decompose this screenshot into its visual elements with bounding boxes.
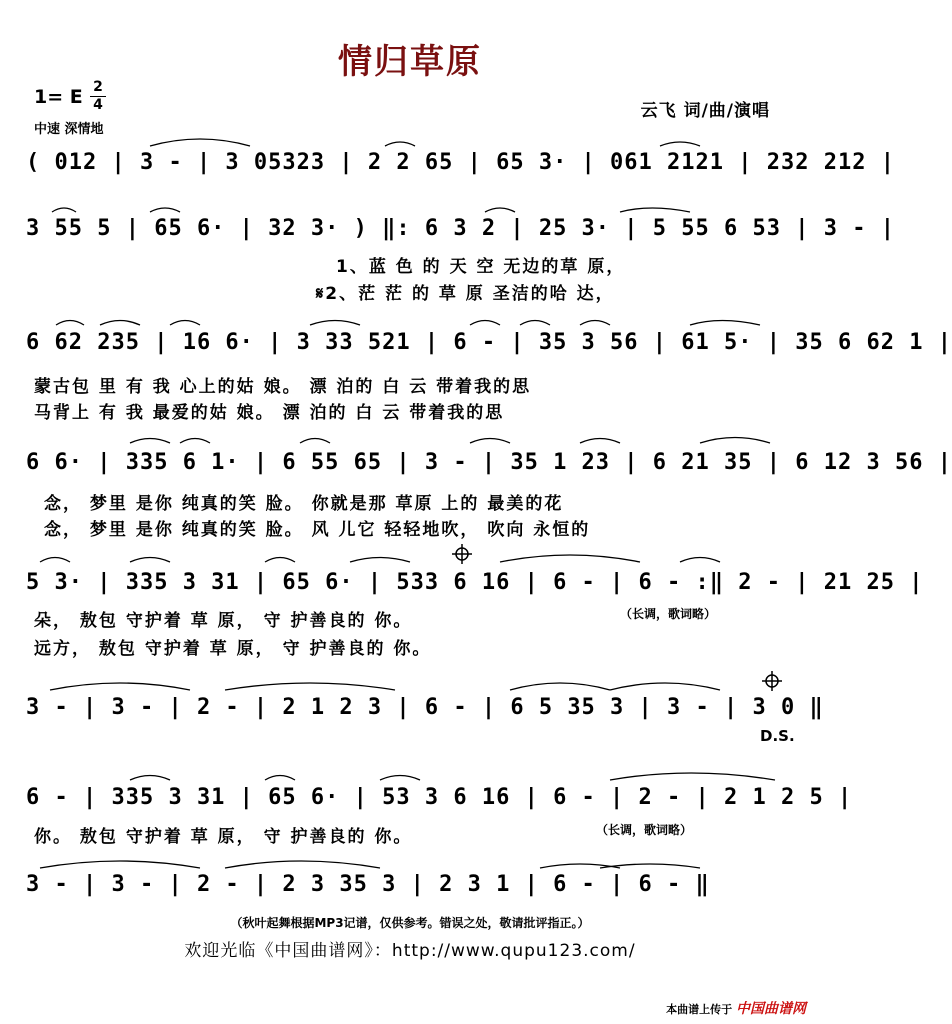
slur bbox=[310, 321, 360, 326]
slur bbox=[150, 139, 250, 146]
slur bbox=[690, 321, 760, 326]
score-row-4: 6 6· | 335 6 1· | 6 55 65 | 3 - | 35 1 23 | 6 21 35 | 6 12 3 56 | bbox=[26, 450, 952, 475]
slur bbox=[40, 861, 200, 868]
slur bbox=[660, 142, 700, 146]
lyric-verse-1b: 蒙古包 里 有 我 心上的姑 娘。 漂 泊的 白 云 带着我的思 bbox=[34, 377, 532, 397]
slur bbox=[40, 558, 70, 563]
slur bbox=[500, 555, 640, 562]
score-row-7: 6 - | 335 3 31 | 65 6· | 53 3 6 16 | 6 - | 2 - | 2 1 2 5 | bbox=[26, 785, 853, 810]
slur bbox=[50, 683, 190, 690]
coda-sign bbox=[452, 544, 782, 691]
slur bbox=[580, 321, 610, 326]
tempo-marking: 中速 深情地 bbox=[34, 122, 104, 137]
slur bbox=[130, 776, 170, 781]
score-row-5: 5 3· | 335 3 31 | 65 6· | 533 6 16 | 6 - | 6 - :‖ 2 - | 21 25 | bbox=[26, 570, 924, 595]
slur bbox=[620, 208, 690, 212]
slur bbox=[265, 776, 295, 781]
lyric-verse-2a: 𝄋2、茫 茫 的 草 原 圣洁的哈 达， bbox=[316, 284, 615, 304]
song-title: 情归草原 bbox=[338, 42, 482, 82]
lyric-verse-2b: 马背上 有 我 最爱的姑 娘。 漂 泊的 白 云 带着我的思 bbox=[34, 403, 505, 423]
transcription-note: （秋叶起舞根据MP3记谱，仅供参考。错误之处，敬请批评指正。） bbox=[230, 916, 590, 930]
lyric-verse-2d: 远方， 敖包 守护着 草 原， 守 护善良的 你。 bbox=[34, 639, 432, 659]
slur bbox=[225, 861, 380, 868]
slur bbox=[150, 208, 180, 212]
lyric-verse-1a: 1、蓝 色 的 天 空 无边的草 原， bbox=[336, 257, 626, 277]
slur bbox=[100, 321, 140, 326]
meter-bottom: 4 bbox=[93, 97, 103, 113]
lyric-verse-1d: 朵， 敖包 守护着 草 原， 守 护善良的 你。 bbox=[34, 611, 413, 631]
welcome-link[interactable]: 欢迎光临《中国曲谱网》：http://www.qupu123.com/ bbox=[184, 941, 636, 961]
slur bbox=[580, 439, 620, 444]
long-tune-note-1: （长调，歌词略） bbox=[620, 607, 717, 621]
slur bbox=[180, 439, 210, 444]
lyric-verse-2c: 念， 梦里 是你 纯真的笑 脸。 风 儿它 轻轻地吹， 吹向 永恒的 bbox=[44, 520, 591, 540]
dal-segno: D.S. bbox=[760, 727, 795, 745]
score-row-2: 3 55 5 | 65 6· | 32 3· ) ‖: 6 3 2 | 25 3· | 5 55 6 53 | 3 - | bbox=[26, 216, 895, 241]
key-signature: 1= E bbox=[34, 86, 83, 108]
slur bbox=[130, 439, 170, 444]
slur bbox=[610, 683, 720, 690]
score-row-8: 3 - | 3 - | 2 - | 2 3 35 3 | 2 3 1 | 6 - | 6 - ‖ bbox=[26, 872, 710, 897]
slur bbox=[56, 321, 84, 326]
upload-footer bbox=[666, 998, 806, 1018]
slur bbox=[510, 683, 610, 690]
slur bbox=[610, 773, 775, 780]
credits: 云飞 词/曲/演唱 bbox=[640, 101, 770, 121]
long-tune-note-2: （长调，歌词略） bbox=[596, 823, 693, 837]
slur bbox=[380, 776, 420, 781]
slur bbox=[130, 558, 170, 563]
score-row-3: 6 62 235 | 16 6· | 3 33 521 | 6 - | 35 3 56 | 61 5· | 35 6 62 1 | bbox=[26, 330, 952, 355]
score-row-1: ( 012 | 3 - | 3 05323 | 2 2 65 | 65 3· | 061 2121 | 232 212 | bbox=[26, 150, 895, 175]
slur bbox=[225, 683, 395, 690]
slur bbox=[520, 321, 550, 326]
footer-brand-logo[interactable]: 中国曲谱网 bbox=[736, 1001, 806, 1017]
slur bbox=[470, 439, 510, 444]
meter-top: 2 bbox=[93, 79, 103, 95]
slur bbox=[170, 321, 200, 326]
lyric-ending: 你。 敖包 守护着 草 原， 守 护善良的 你。 bbox=[34, 827, 413, 847]
slur bbox=[385, 142, 415, 146]
slur bbox=[470, 321, 500, 326]
slur bbox=[265, 558, 295, 563]
slur bbox=[680, 558, 720, 563]
footer-text: 本曲谱上传于 bbox=[666, 1003, 733, 1016]
slur bbox=[350, 558, 410, 563]
slur bbox=[52, 208, 76, 212]
slur bbox=[485, 208, 515, 212]
slur bbox=[700, 438, 770, 444]
slur bbox=[300, 439, 330, 444]
score-row-6: 3 - | 3 - | 2 - | 2 1 2 3 | 6 - | 6 5 35 3 | 3 - | 3 0 ‖ bbox=[26, 695, 824, 720]
lyric-verse-1c: 念， 梦里 是你 纯真的笑 脸。 你就是那 草原 上的 最美的花 bbox=[44, 494, 564, 514]
